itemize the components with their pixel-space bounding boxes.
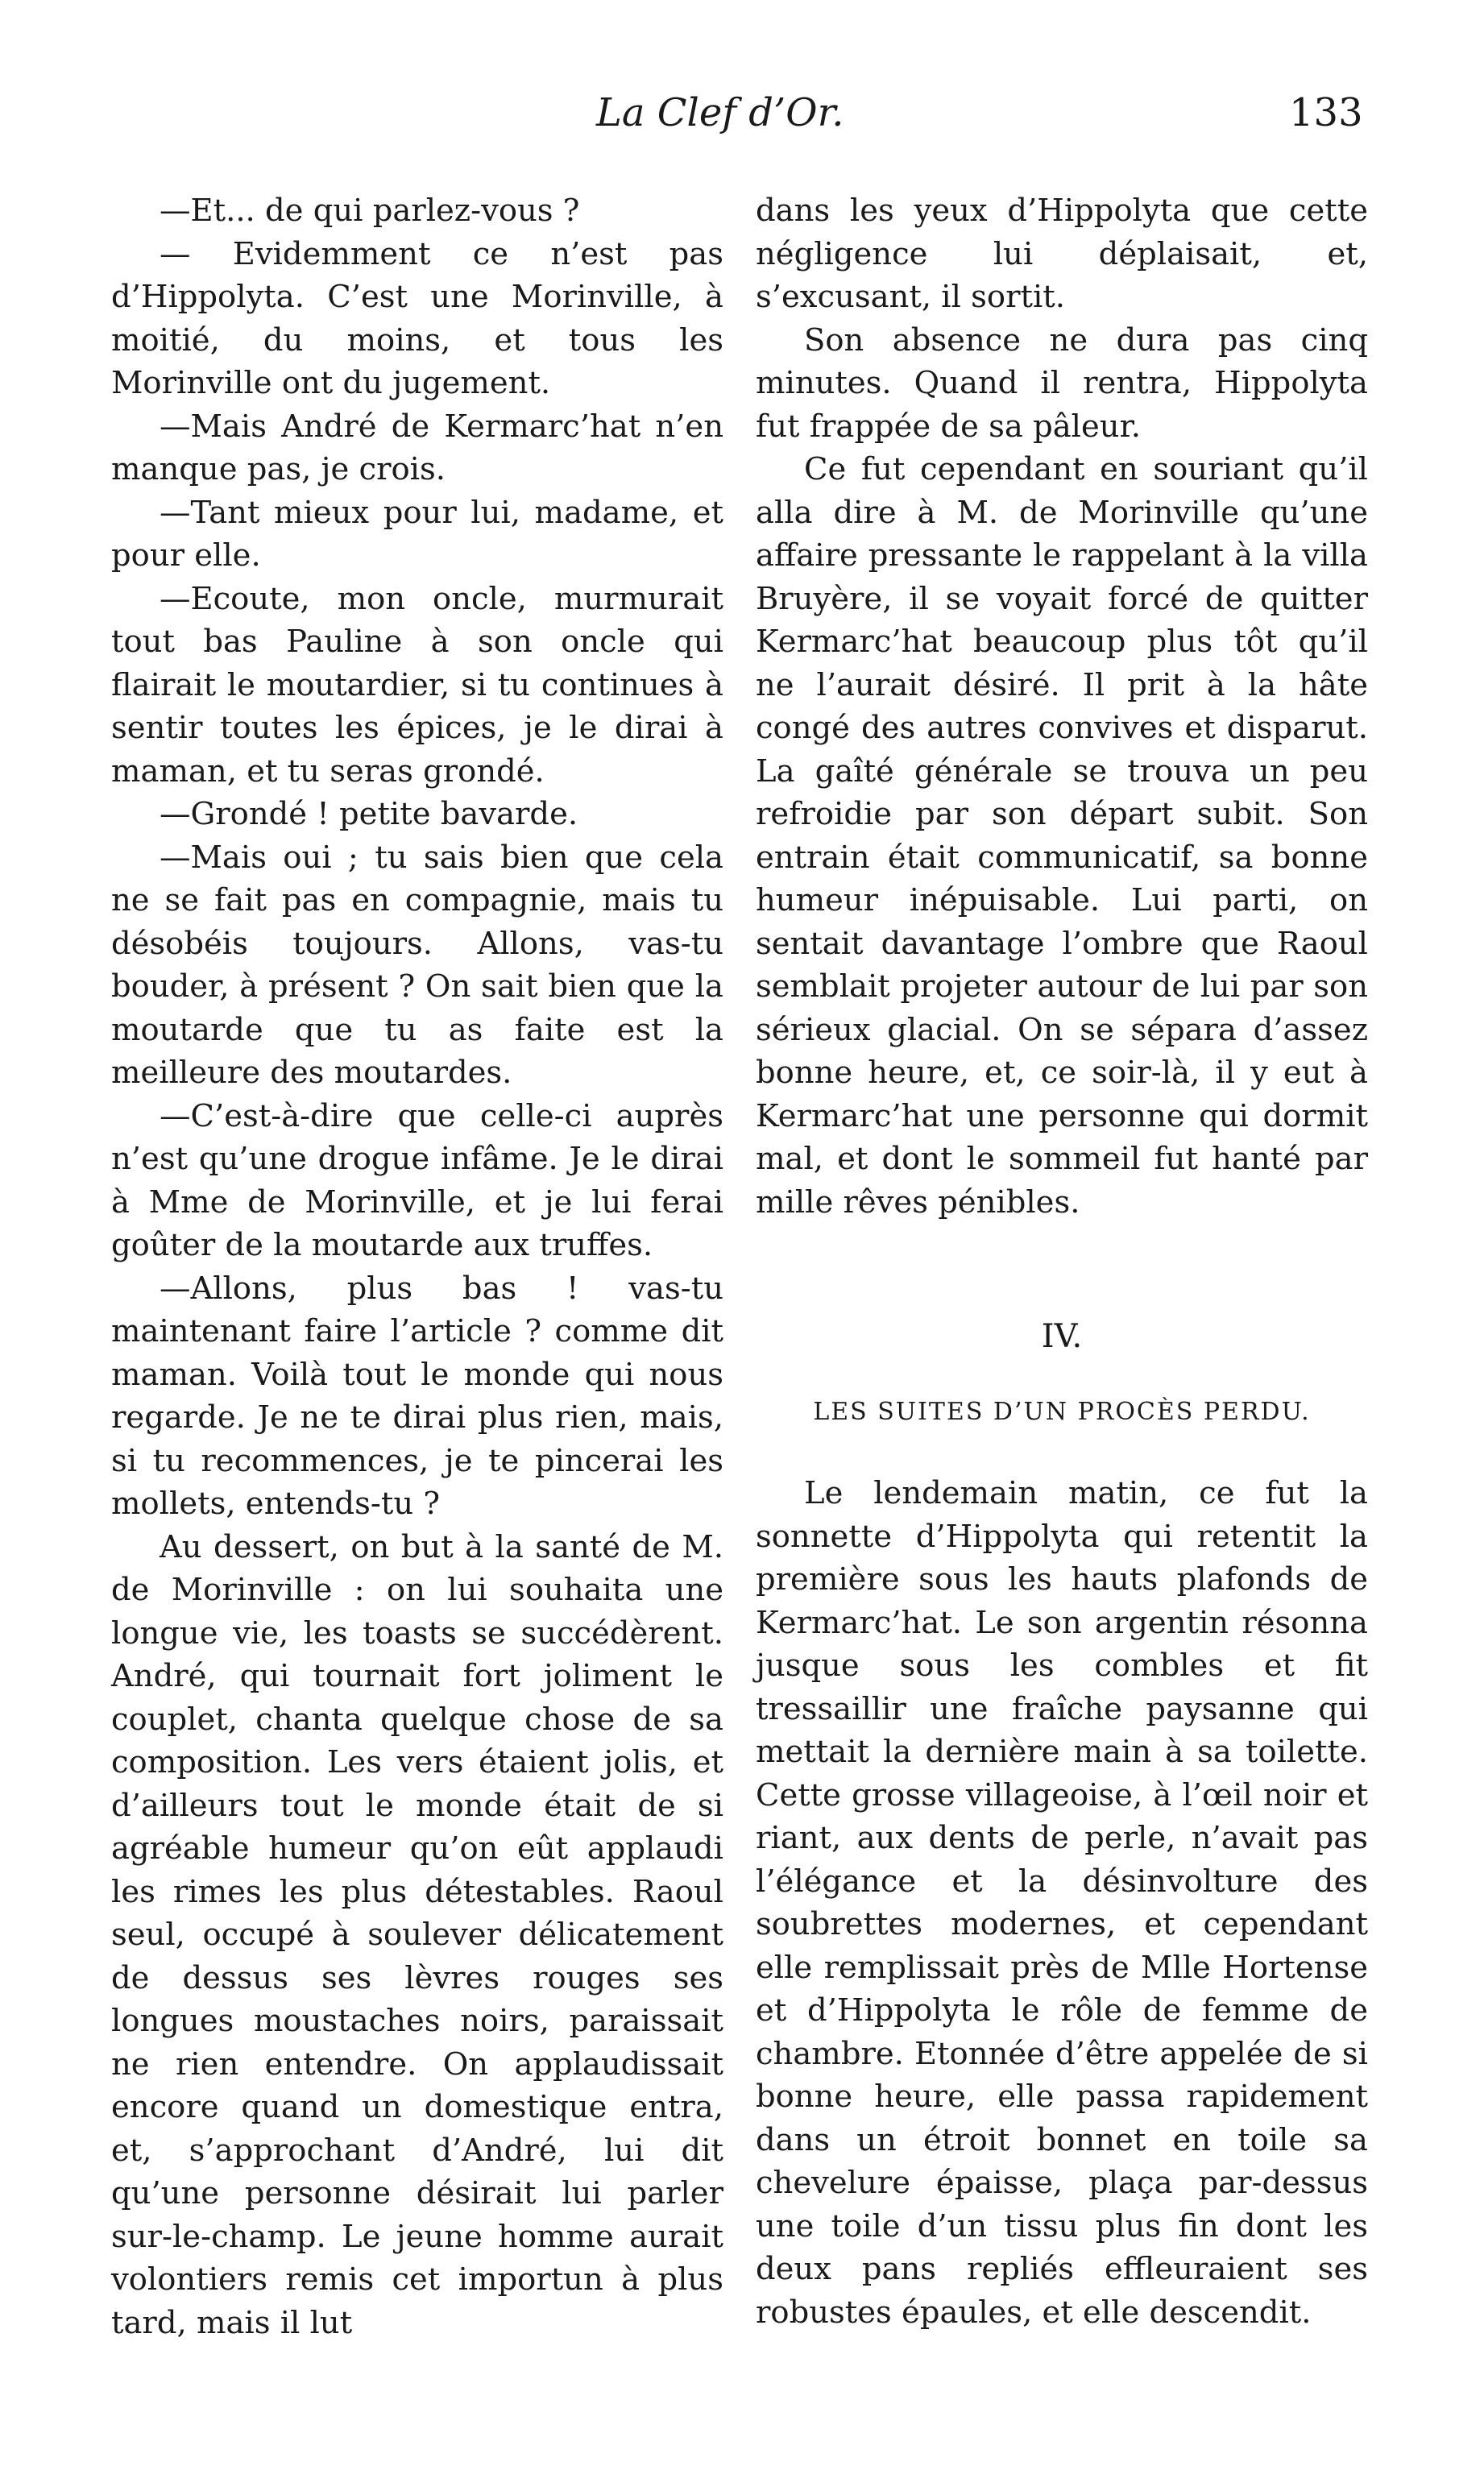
section-number: IV. [1041,1318,1083,1355]
paragraph: Au dessert, on but à la santé de M. de Morinville : on lui souhaita une longue vie, les toasts se succédèrent. André, qui tournait fort joliment le couplet, chanta quelque chose de sa composition. Les vers étaient jolis, et d’ailleurs tout le monde était de si agréable humeur qu’on eût applaudi les rimes les plus détestables. Raoul seul, occupé à soulever délicatement de dessus ses lèvres rouges ses longues moustaches noirs, paraissait ne rien entendre. On applaudissait encore quand un domestique entra, et, s’approchant d’André, lui dit qu’une personne désirait lui parler sur-le-champ. Le jeune homme aurait volontiers remis cet importun à plus tard, mais il lut [111,1528,723,2341]
page-number: 133 [1289,90,1363,135]
paragraph: —Grondé ! petite bavarde. [160,796,578,832]
paragraph: —Mais oui ; tu sais bien que cela ne se fait pas en compagnie, mais tu désobéis toujours. Allons, vas-tu bouder, à présent ? On sait bien que la moutarde que tu as faite est la meilleure des moutardes. [111,839,723,1091]
right-column [756,189,1368,2334]
paragraph: Son absence ne dura pas cinq minutes. Quand il rentra, Hippolyta fut frappée de sa pâleur. [756,321,1368,445]
paragraph: — Evidemment ce n’est pas d’Hippolyta. C’est une Morinville, à moitié, du moins, et tous les Morinville ont du jugement. [111,235,723,401]
left-column [111,189,723,2344]
running-title: La Clef d’Or. [596,90,844,135]
paragraph: —Mais André de Kermarc’hat n’en manque pas, je crois. [111,408,723,487]
paragraph: —Et... de qui parlez-vous ? [160,193,580,229]
paragraph: Le lendemain matin, ce fut la sonnette d’Hippolyta qui retentit la première sous les hauts plafonds de Kermarc’hat. Le son argentin résonna jusque sous les combles et fit tressaillir une fraîche paysanne qui mettait la dernière main à sa toilette. Cette grosse villageoise, à l’œil noir et riant, aux dents de perle, n’avait pas l’élégance et la désinvolture des soubrettes modernes, et cependant elle remplissait près de Mlle Hortense et d’Hippolyta le rôle de femme de chambre. Etonnée d’être appelée de si bonne heure, elle passa rapidement dans un étroit bonnet en toile sa chevelure épaisse, plaça par-dessus une toile d’un tissu plus fin dont les deux pans repliés effleuraient ses robustes épaules, et elle descendit. [756,1475,1368,2331]
paragraph: —Tant mieux pour lui, madame, et pour elle. [111,494,723,574]
paragraph: —Allons, plus bas ! vas-tu maintenant faire l’article ? comme dit maman. Voilà tout le monde qui nous regarde. Je ne te dirai plus rien, mais, si tu recommences, je te pincerai les mollets, entends-tu ? [111,1270,723,1522]
paragraph: —C’est-à-dire que celle-ci auprès n’est qu’une drogue infâme. Je le dirai à Mme de Morinville, et je lui ferai goûter de la moutarde aux truffes. [111,1097,723,1263]
paragraph-continued: dans les yeux d’Hippolyta que cette négligence lui déplaisait, et, s’excusant, il sortit. [756,193,1368,315]
paragraph: Ce fut cependant en souriant qu’il alla dire à M. de Morinville qu’une affaire pressante le rappelant à la villa Bruyère, il se voyait forcé de quitter Kermarc’hat beaucoup plus tôt qu’il ne l’aurait désiré. Il prit à la hâte congé des autres convives et disparut. La gaîté générale se trouva un peu refroidie par son départ subit. Son entrain était communicatif, sa bonne humeur inépuisable. Lui parti, on sentait davantage l’ombre que Raoul semblait projeter autour de lui par son sérieux glacial. On se sépara d’assez bonne heure, et, ce soir-là, il y eut à Kermarc’hat une personne qui dormit mal, et dont le sommeil fut hanté par mille rêves pénibles. [756,451,1368,1221]
paragraph: —Ecoute, mon oncle, murmurait tout bas Pauline à son oncle qui flairait le moutardier, si tu continues à sentir toutes les épices, je le dirai à maman, et tu seras grondé. [111,580,723,790]
section-title: LES SUITES D’UN PROCÈS PERDU. [813,1398,1311,1426]
